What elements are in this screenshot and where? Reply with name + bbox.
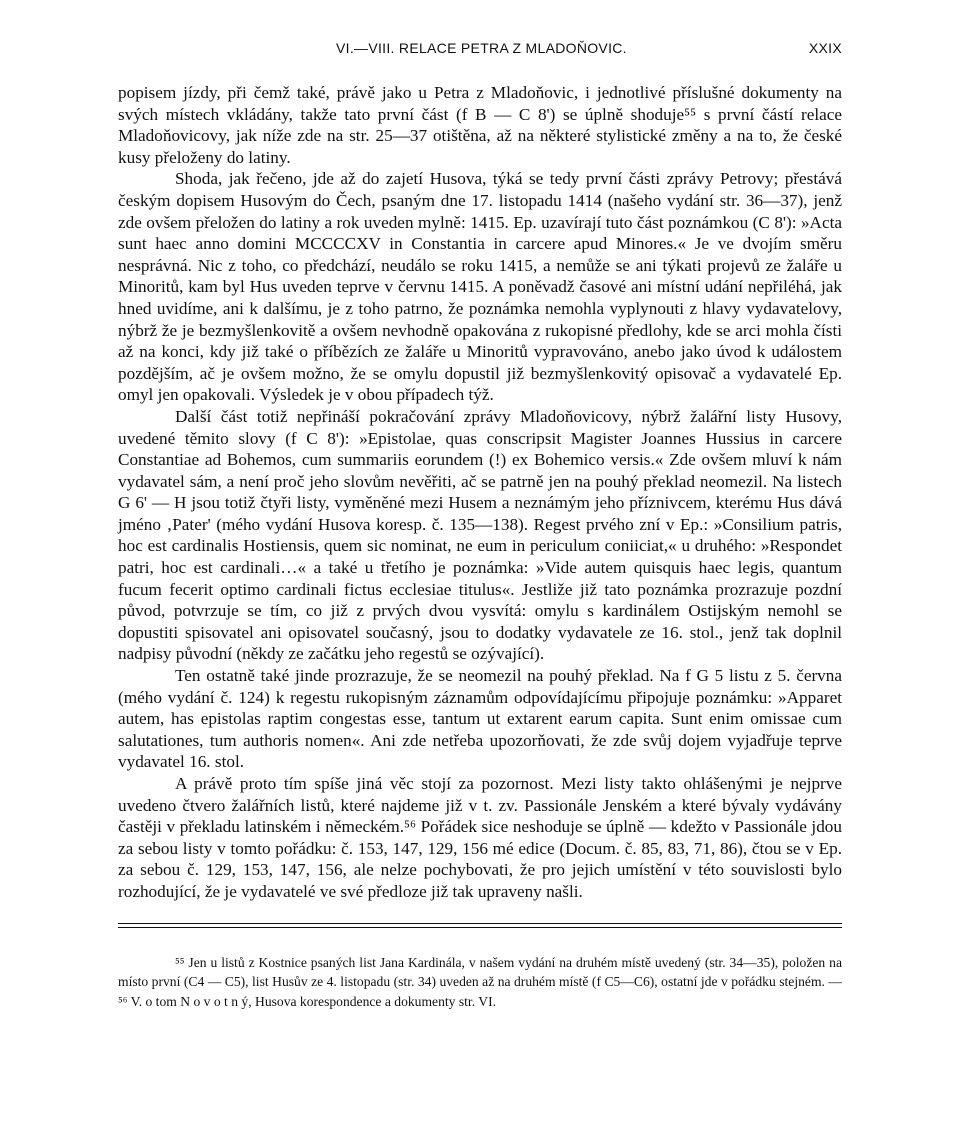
body-text [118,82,842,903]
running-title: VI.—VIII. RELACE PETRA Z MLADOŇOVIC. [336,40,627,56]
paragraph-5: A právě proto tím spíše jiná věc stojí za pozornost. Mezi listy takto ohlášenými je nejprve uvedeno čtvero žalářních listů, které najdeme již v t. zv. Passionále Jenském a které bývaly vydávány častěji v překladu latinském i německém.⁵⁶ Pořádek sice neshoduje se úplně — kdežto v Passionále jdou za sebou listy v tomto pořádku: č. 153, 147, 129, 156 mé edice (Docum. č. 85, 83, 71, 86), čtou se v Ep. za sebou č. 129, 153, 147, 156, ale nelze pochybovati, že pro jejich umístění v této souvislosti bylo rozhodující, že je vydavatelé ve své předloze již tak upraveny našli. [118,774,842,901]
separator-line-top [118,923,842,924]
footnote-55-56: ⁵⁵ Jen u listů z Kostnice psaných list Jana Kardinála, v našem vydání na druhém místě uvedený (str. 34—35), položen na místo první (C4 — C5), list Husův ze 4. listopadu (str. 34) uveden až na druhém místě (f C5—C6), ostatní jde v pořádku stejném. — ⁵⁶ V. o tom N o v o t n ý, Husova korespondence a dokumenty str. VI. [118,954,842,1009]
page-header [118,38,842,60]
paragraph-1: popisem jízdy, při čemž také, právě jako u Petra z Mladoňovic, i jednotlivé příslušné dokumenty na svých místech vkládány, takže tato první část (f B — C 8') se úplně shoduje⁵⁵ s první částí relace Mladoňovicovy, jak níže zde na str. 25—37 otištěna, až na některé stylistické změny a na to, že české kusy přeloženy do latiny. [118,83,842,167]
page-number: XXIX [808,40,842,56]
footnotes [118,953,842,1012]
footnote-separator [118,923,842,929]
paragraph-3: Další část totiž nepřináší pokračování zprávy Mladoňovicovy, nýbrž žalářní listy Husovy, uvedené těmito slovy (f C 8'): »Epistolae, quas conscripsit Magister Joannes Hussius in carcere Constantiae ad Bohemos, cum summariis eorundem (!) ex Bohemico versis.« Zde ovšem mluví k nám vydavatel sám, a není proč jeho slovům nevěřiti, ač se patrně jen na pouhý překlad neomezil. Na listech G 6' — H jsou totiž čtyři listy, vyměněné mezi Husem a neznámým jeho příznivcem, kterému Hus dává jméno ‚Pater' (mého vydání Husova koresp. č. 135—138). Regest prvého zní v Ep.: »Consilium patris, hoc est cardinalis Hostiensis, quem sic nominat, ne eum in periculum coniiciat,« u druhého: »Respondet patri, hoc est cardinali…« a také u třetího je poznámka: »Vide autem quisquis haec legis, quantum fucum fecerit optimo cardinali fictus ecclesiae titulus«. Jestliže již tato poznámka prozrazuje pozdní původ, potvrzuje se tím, co již z prvých dvou vysvítá: omylu s kardinálem Ostijským nemohl se dopustiti spisovatel ani opisovatel současný, jsou to dodatky vydavatele ze 16. stol., jenž tak doplnil nadpisy původní (někdy ze začátku jeho regestů se ozývající). [118,406,842,664]
paragraph-2: Shoda, jak řečeno, jde až do zajetí Husova, týká se tedy první části zprávy Petrovy; přestává českým dopisem Husovým do Čech, psaným dne 17. listopadu 1414 (našeho vydání str. 36—37), jenž zde ovšem přeložen do latiny a rok uveden mylně: 1415. Ep. uzavírají tuto část poznámkou (C 8'): »Acta sunt haec anno domini MCCCCXV in Constantia in carcere apud Minores.« Je ve dvojím směru nesprávná. Nic z toho, co předchází, neudálo se roku 1415, a nemůže se ani týkati projevů ze žaláře u Minoritů, kam byl Hus uveden teprve v červnu 1415. A poněvadž časové ani místní udání nepřiléhá, jak hned uvidíme, ani k dalšímu, je z toho patrno, že poznámka nemohla vyplynouti z hlavy vydavatelovy, nýbrž že je bezmyšlenkovitě a ovšem nevhodně opakována z rukopisné předlohy, kde se arci mohla čísti až na konci, kdy již také o příbězích ze žaláře u Minoritů vypravováno, anebo jako úvod k událostem pozdějším, ač je ovšem možno, že se omylu dopustil již bezmyšlenkovitý opisovač a vydavatelé Ep. omyl jen opakovali. Výsledek je v obou případech týž. [118,169,842,405]
paragraph-4: Ten ostatně také jinde prozrazuje, že se neomezil na pouhý překlad. Na f G 5 listu z 5. června (mého vydání č. 124) k regestu rukopisným záznamům odpovídajícímu připojuje poznámku: »Apparet autem, has epistolas raptim congestas esse, tantum ut extarent earum capita. Sunt enim omissae cum salutationes, tum authoris nomen«. Ani zde netřeba upozorňovati, že zde svůj dojem vyjadřuje teprve vydavatel 16. stol. [118,666,842,772]
separator-line-bottom [118,927,842,928]
page [118,38,842,1011]
